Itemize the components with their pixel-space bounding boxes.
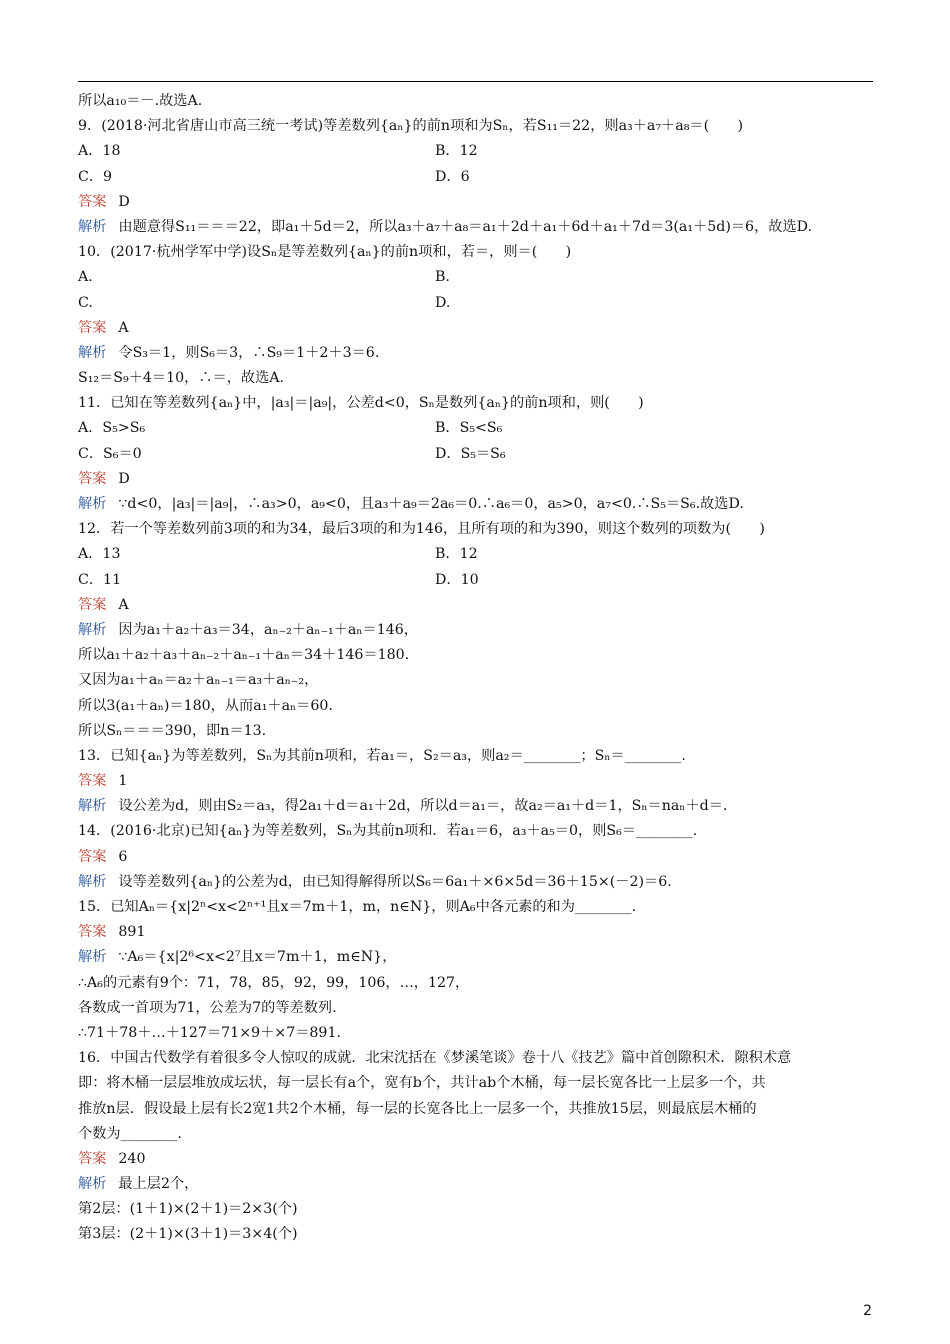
analysis-label: 解析	[78, 218, 107, 235]
analysis-label: 解析	[78, 1176, 107, 1193]
answer-label: 答案	[78, 848, 107, 865]
answer-value: 240	[118, 1150, 146, 1167]
choice-row	[78, 291, 878, 316]
text-line: 9．(2018·河北省唐山市高三统一考试)等差数列{aₙ}的前n项和为Sₙ，若S₁₁＝22，则a₃＋a₇＋a₈＝( )	[78, 118, 744, 135]
answer-label: 答案	[78, 319, 107, 336]
choice-row	[78, 568, 878, 593]
analysis-text: 令S₃＝1，则S₆＝3，∴S₉＝1＋2＋3＝6.	[118, 344, 380, 361]
text-line: 各数成一首项为71，公差为7的等差数列.	[78, 999, 337, 1016]
choice-option: D．10	[435, 571, 479, 588]
answer-value: 6	[118, 848, 128, 865]
choice-row	[78, 165, 878, 190]
answer-label: 答案	[78, 773, 107, 790]
text-line: 第3层：(2＋1)×(3＋1)＝3×4(个)	[78, 1226, 298, 1243]
analysis-line	[78, 492, 878, 517]
choice-option: C．S₆＝0	[78, 445, 142, 462]
choice-row	[78, 542, 878, 567]
text-line: 又因为a₁＋aₙ＝a₂＋aₙ₋₁＝a₃＋aₙ₋₂，	[78, 672, 319, 689]
answer-line	[78, 769, 878, 794]
analysis-line	[78, 618, 878, 643]
text-line: 12．若一个等差数列前3项的和为34，最后3项的和为146，且所有项的和为390，则这个数列的项数为( )	[78, 521, 765, 538]
answer-line	[78, 920, 878, 945]
analysis-line	[78, 870, 878, 895]
answer-line	[78, 316, 878, 341]
text-line: 个数为________.	[78, 1125, 182, 1142]
text-line: 所以a₁₀＝－.故选A.	[78, 93, 203, 109]
header-rule	[78, 81, 873, 82]
choice-option: D．S₅＝S₆	[435, 445, 506, 462]
text-line: 13．已知{aₙ}为等差数列，Sₙ为其前n项和，若a₁＝，S₂＝a₃，则a₂＝________；Sₙ＝________.	[78, 747, 686, 764]
text-line: 所以a₁＋a₂＋a₃＋aₙ₋₂＋aₙ₋₁＋aₙ＝34＋146＝180.	[78, 647, 410, 664]
analysis-line	[78, 1172, 878, 1197]
choice-row	[78, 442, 878, 467]
text-line: 15．已知Aₙ＝{x|2ⁿ<x<2ⁿ⁺¹且x＝7m＋1，m，n∈N}，则A₆中各元素的和为________.	[78, 899, 637, 915]
analysis-text: ∵A₆＝{x|2⁶<x<2⁷且x＝7m＋1，m∈N}，	[118, 949, 397, 966]
answer-value: D	[118, 193, 130, 210]
analysis-text: 设公差为d，则由S₂＝a₃，得2a₁＋d＝a₁＋2d，所以d＝a₁＝，故a₂＝a₁＋d＝1，Sₙ＝naₙ＋d＝.	[118, 798, 728, 815]
analysis-label: 解析	[78, 798, 107, 815]
answer-line	[78, 845, 878, 870]
choice-option: A．13	[78, 546, 121, 563]
choice-option: C．9	[78, 168, 113, 185]
text-line: S₁₂＝S₉＋4＝10，∴＝，故选A.	[78, 370, 285, 387]
choice-option: D.	[435, 294, 451, 311]
choice-option: B．S₅<S₆	[435, 420, 503, 437]
choice-option: B．12	[435, 143, 478, 160]
choice-option: A．18	[78, 143, 121, 160]
analysis-label: 解析	[78, 873, 107, 890]
analysis-label: 解析	[78, 344, 107, 361]
choice-option: A.	[78, 269, 93, 286]
text-line: 11．已知在等差数列{aₙ}中，|a₃|＝|a₉|，公差d<0，Sₙ是数列{aₙ}的前n项和，则( )	[78, 395, 644, 412]
analysis-line	[78, 341, 878, 366]
text-line: 10．(2017·杭州学军中学)设Sₙ是等差数列{aₙ}的前n项和，若＝，则＝( )	[78, 244, 572, 261]
answer-value: 1	[118, 773, 128, 790]
choice-row	[78, 265, 878, 290]
text-line: 第2层：(1＋1)×(2＋1)＝2×3(个)	[78, 1201, 298, 1218]
document-body	[78, 89, 878, 1248]
analysis-label: 解析	[78, 949, 107, 966]
answer-label: 答案	[78, 596, 107, 613]
text-line: ∴A₆的元素有9个：71，78，85，92，99，106，…，127，	[78, 974, 470, 991]
analysis-text: 因为a₁＋a₂＋a₃＝34，aₙ₋₂＋aₙ₋₁＋aₙ＝146，	[118, 621, 418, 638]
choice-row	[78, 416, 878, 441]
text-line: 所以Sₙ＝＝＝390，即n＝13.	[78, 722, 267, 739]
choice-option: A．S₅>S₆	[78, 420, 146, 437]
answer-label: 答案	[78, 470, 107, 487]
choice-option: D．6	[435, 168, 470, 185]
analysis-text: 由题意得S₁₁＝＝＝22，即a₁＋5d＝2，所以a₃＋a₇＋a₈＝a₁＋2d＋a₁＋6d＋a₁＋7d＝3(a₁＋5d)＝6，故选D.	[118, 218, 813, 235]
analysis-text: ∵d<0，|a₃|＝|a₉|，∴a₃>0，a₉<0，且a₃＋a₉＝2a₆＝0.∴a₆＝0，a₅>0，a₇<0.∴S₅＝S₆.故选D.	[118, 496, 744, 512]
text-line: 所以3(a₁＋aₙ)＝180，从而a₁＋aₙ＝60.	[78, 697, 333, 714]
answer-line	[78, 190, 878, 215]
choice-option: C．11	[78, 571, 122, 588]
analysis-line	[78, 945, 878, 970]
choice-option: B.	[435, 269, 450, 286]
text-line: 16．中国古代数学有着很多令人惊叹的成就．北宋沈括在《梦溪笔谈》卷十八《技艺》篇中首创隙积术．隙积术意	[78, 1050, 792, 1067]
choice-option: B．12	[435, 546, 478, 563]
answer-value: 891	[118, 924, 146, 941]
analysis-label: 解析	[78, 496, 107, 512]
answer-value: A	[118, 319, 129, 336]
text-line: 14．(2016·北京)已知{aₙ}为等差数列，Sₙ为其前n项和．若a₁＝6，a₃＋a₅＝0，则S₆＝________.	[78, 823, 698, 840]
page-number: 2	[863, 1303, 872, 1319]
answer-label: 答案	[78, 193, 107, 210]
analysis-label: 解析	[78, 621, 107, 638]
answer-line	[78, 593, 878, 618]
choice-row	[78, 139, 878, 164]
choice-option: C.	[78, 294, 93, 311]
analysis-text: 最上层2个，	[118, 1176, 199, 1193]
analysis-line	[78, 794, 878, 819]
answer-label: 答案	[78, 924, 107, 941]
text-line: 推放n层．假设最上层有长2宽1共2个木桶，每一层的长宽各比上一层多一个，共推放15层，则最底层木桶的	[78, 1100, 757, 1117]
text-line: ∴71＋78＋…＋127＝71×9＋×7＝891.	[78, 1024, 341, 1041]
answer-label: 答案	[78, 1150, 107, 1167]
answer-value: D	[118, 470, 130, 487]
answer-value: A	[118, 596, 129, 613]
analysis-text: 设等差数列{aₙ}的公差为d，由已知得解得所以S₆＝6a₁＋×6×5d＝36＋15×(－2)＝6.	[118, 873, 672, 890]
answer-line	[78, 1147, 878, 1172]
text-line: 即：将木桶一层层堆放成坛状，每一层长有a个，宽有b个，共计ab个木桶，每一层长宽各比一上层多一个，共	[78, 1075, 766, 1092]
answer-line	[78, 467, 878, 492]
analysis-line	[78, 215, 878, 240]
